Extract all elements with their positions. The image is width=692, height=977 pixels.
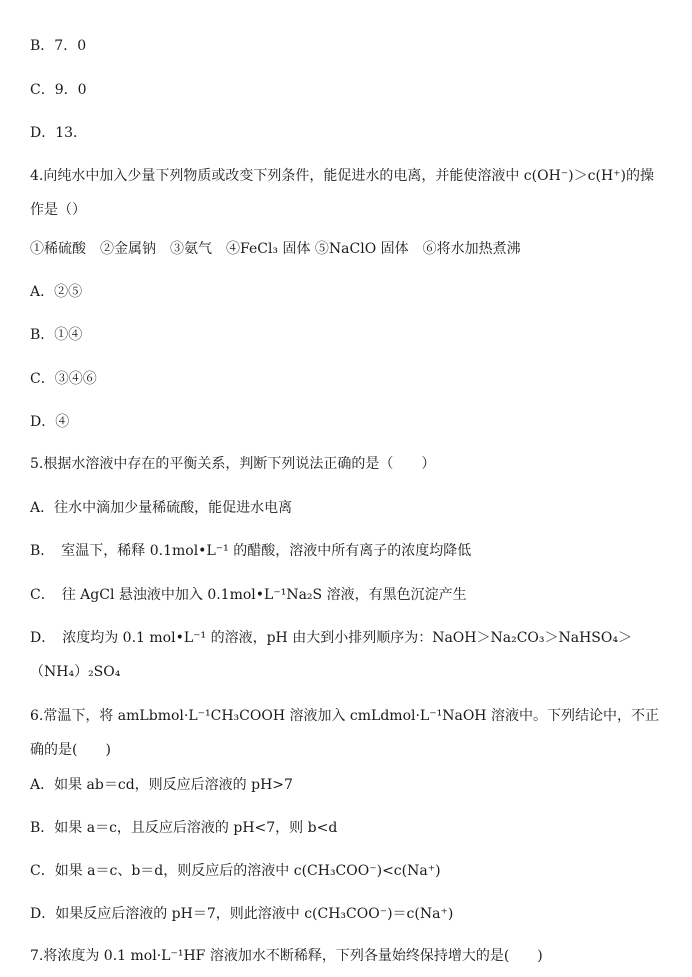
option-c-q5: C． 往 AgCl 悬浊液中加入 0.1mol•L⁻¹Na₂S 溶液，有黑色沉淀产生 [30,587,467,603]
option-d-q4: D．④ [30,414,70,430]
question-4-stem: 4.向纯水中加入少量下列物质或改变下列条件，能促进水的电离，并能使溶液中 c(OH⁻)＞c(H⁺)的操作是（） [30,168,655,218]
option-d-q5: D． 浓度均为 0.1 mol•L⁻¹ 的溶液，pH 由大到小排列顺序为：NaOH＞Na₂CO₃＞NaHSO₄＞（NH₄）₂SO₄ [30,630,632,680]
option-d-q6: D．如果反应后溶液的 pH＝7，则此溶液中 c(CH₃COO⁻)＝c(Na⁺) [30,906,454,922]
question-5-stem: 5.根据水溶液中存在的平衡关系，判断下列说法正确的是（ ） [30,456,436,472]
option-a-q5: A．往水中滴加少量稀硫酸，能促进水电离 [30,500,293,516]
option-b-q3: B．7．0 [30,38,87,54]
option-a-q6: A．如果 ab＝cd，则反应后溶液的 pH>7 [30,777,293,793]
question-7-stem: 7.将浓度为 0.1 mol·L⁻¹HF 溶液加水不断稀释，下列各量始终保持增大的是( ) [30,948,543,964]
option-b-q5: B． 室温下，稀释 0.1mol•L⁻¹ 的醋酸，溶液中所有离子的浓度均降低 [30,543,472,559]
option-c-q3: C．9．0 [30,82,87,98]
option-d-q3: D．13． [30,125,88,141]
option-a-q4: A．②⑤ [30,284,83,300]
option-c-q4: C．③④⑥ [30,371,97,387]
question-4-items: ①稀硫酸 ②金属钠 ③氨气 ④FeCl₃ 固体 ⑤NaClO 固体 ⑥将水加热煮沸 [30,241,521,257]
question-6-stem: 6.常温下，将 amLbmol·L⁻¹CH₃COOH 溶液加入 cmLdmol·L⁻¹NaOH 溶液中。下列结论中，不正确的是( ) [30,708,659,758]
option-c-q6: C．如果 a＝c、b＝d，则反应后的溶液中 c(CH₃COO⁻)<c(Na⁺) [30,863,441,879]
option-b-q4: B．①④ [30,327,83,343]
option-b-q6: B．如果 a＝c，且反应后溶液的 pH<7，则 b<d [30,820,338,836]
